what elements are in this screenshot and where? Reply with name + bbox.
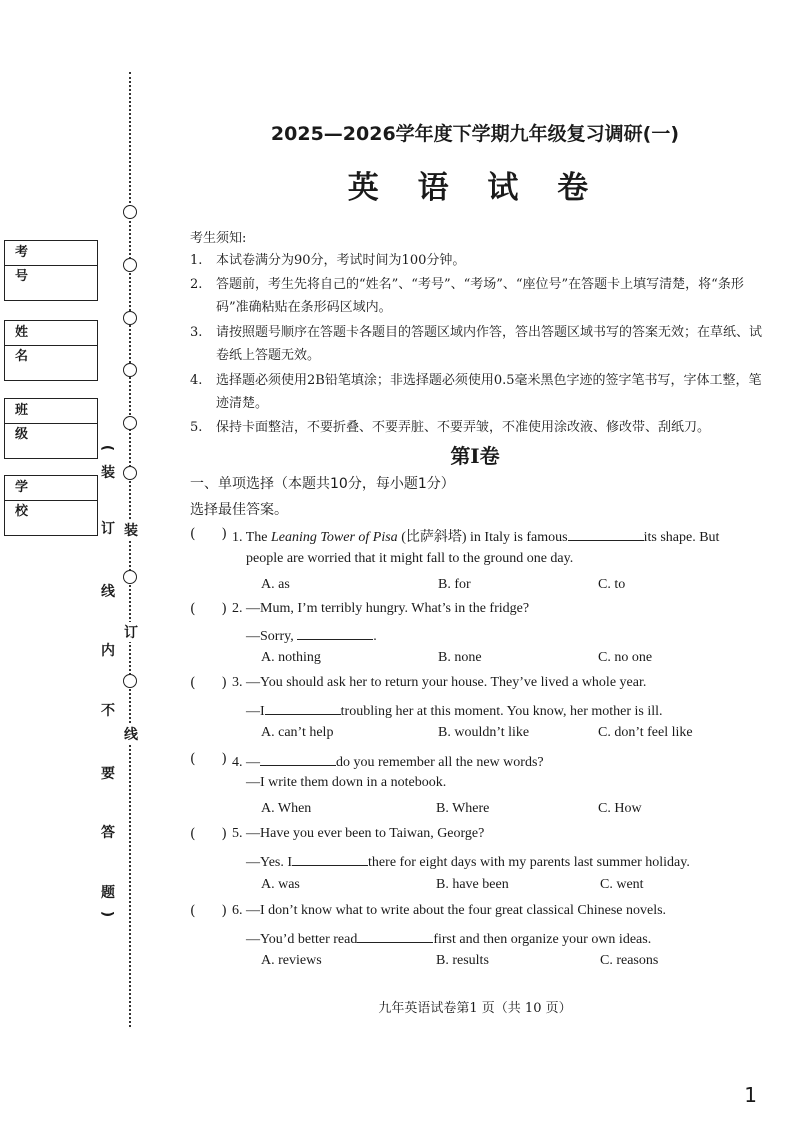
option-c: C. reasons [600,953,659,968]
option-c: C. How [598,801,642,816]
class-label: 班 级 [5,399,97,424]
notice-item [190,416,765,439]
question-1-line-2 [246,551,573,567]
option-b: B. results [436,953,489,968]
q5-line2-post: there for eight days with my parents last summer holiday. [368,855,690,870]
notice-item-text: 请按照题号顺序在答题卡各题目的答题区域内作答，答出答题区域书写的答案无效；在草纸、试卷纸上答题无效。 [216,325,763,363]
name-label: 姓 名 [5,321,97,346]
binding-warning-char: 要 [101,766,115,782]
answer-blank [297,625,373,640]
binding-warning-char: 线 [101,584,115,600]
option-a: A. was [261,877,300,892]
question-4-line-2 [246,775,446,791]
q3-line2-post: troubling her at this moment. You know, her mother is ill. [340,704,663,719]
binding-inner-char: 装 [124,520,138,540]
question-4-line-1 [232,751,544,771]
notice-item [190,321,765,367]
option-a: A. reviews [261,953,322,968]
q6-line1-text: 6. —I don’t know what to write about the four great classical Chinese novels. [232,903,667,918]
notice-item-number: 5. [190,420,203,435]
answer-bracket[interactable] [190,526,227,542]
question-3-line-1 [232,675,646,691]
section-instruction: 选择最佳答案。 [190,502,288,518]
bracket-close: ) [221,526,227,542]
bracket-close: ) [221,751,227,767]
q2-line2-post: . [373,629,377,644]
school-box [4,475,98,536]
q6-line2-pre: —You’d better read [246,932,358,947]
bracket-close: ) [221,675,227,691]
q1-italic-term: Leaning Tower of Pisa [271,530,398,545]
option-c: C. to [598,577,626,592]
binding-warning-char: ) [99,910,116,918]
binding-circle [123,205,137,219]
option-c: C. went [600,877,644,892]
option-a: A. nothing [261,650,321,665]
q1-line2-text: people are worried that it might fall to the ground one day. [246,551,574,566]
notice-item-number: 4. [190,373,203,388]
exam-number-label: 考 号 [5,241,97,266]
binding-warning-char: 订 [101,521,115,537]
binding-circle [123,416,137,430]
binding-circle [123,311,137,325]
answer-blank [568,526,644,541]
q1-text-post: its shape. But [643,530,720,545]
notice-item-number: 2. [190,277,203,292]
notice-item [190,249,765,272]
option-c: C. no one [598,650,653,665]
bracket-open: ( [190,826,196,842]
answer-bracket[interactable] [190,675,227,691]
question-6-line-1 [232,903,666,919]
bracket-open: ( [190,675,196,691]
bracket-close: ) [221,601,227,617]
bracket-open: ( [190,903,196,919]
answer-blank [357,928,433,943]
question-6-line-2 [246,928,651,948]
option-a: A. as [261,577,290,592]
q4-line1-pre: 4. — [232,755,260,770]
binding-warning-char: ( [99,444,116,452]
notice-item-text: 选择题必须使用2B铅笔填涂；非选择题必须使用0.5毫米黑色字迹的签字笔书写，字体工整，笔迹清楚。 [216,373,762,411]
bracket-close: ) [221,826,227,842]
answer-blank [265,700,341,715]
option-c: C. don’t feel like [598,725,693,740]
binding-circle [123,674,137,688]
q2-line2-pre: —Sorry, [246,629,298,644]
option-a: A. When [261,801,312,816]
notice-heading: 考生须知: [190,231,247,246]
binding-circle [123,466,137,480]
binding-warning-char: 不 [101,703,115,719]
q1-text-mid: (比萨斜塔) in Italy is famous [397,530,568,545]
notice-item-text: 答题前，考生先将自己的“姓名”、“考号”、“考场”、“座位号”在答题卡上填写清楚，将“条形码”准确粘贴在条形码区域内。 [216,277,744,315]
answer-bracket[interactable] [190,903,227,919]
option-a: A. can’t help [261,725,334,740]
question-5-line-2 [246,851,690,871]
q4-line1-post: do you remember all the new words? [336,755,544,770]
name-box [4,320,98,381]
class-box [4,398,98,459]
binding-warning-char: 装 [101,465,115,481]
answer-blank [292,851,368,866]
notice-item [190,273,765,319]
page-number: 1 [744,1083,757,1107]
option-b: B. none [438,650,482,665]
notice-item-number: 1. [190,253,203,268]
subject-title: 英 语 试 卷 [347,170,603,206]
q4-line2-text: —I write them down in a notebook. [246,775,447,790]
option-b: B. wouldn’t like [438,725,530,740]
exam-title: 2025—2026学年度下学期九年级复习调研(一) [270,123,680,145]
q3-line1-text: 3. —You should ask her to return your house. They’ve lived a whole year. [232,675,647,690]
q2-line1-text: 2. —Mum, I’m terribly hungry. What’s in the fridge? [232,601,530,616]
notice-item-text: 保持卡面整洁，不要折叠、不要弄脏、不要弄皱，不准使用涂改液、修改带、刮纸刀。 [216,420,711,435]
section-title: 一、单项选择（本题共10分，每小题1分） [190,476,455,492]
answer-bracket[interactable] [190,601,227,617]
q5-line2-pre: —Yes. I [246,855,293,870]
question-5-line-1 [232,826,484,842]
answer-bracket[interactable] [190,751,227,767]
option-b: B. have been [436,877,509,892]
binding-warning-char: 答 [101,825,115,841]
binding-inner-char: 线 [124,724,138,744]
question-3-line-2 [246,700,663,720]
question-1-line-1 [232,526,719,546]
notice-item-text: 本试卷满分为90分，考试时间为100分钟。 [216,253,466,268]
q5-line1-text: 5. —Have you ever been to Taiwan, George? [232,826,485,841]
q1-text-pre: 1. The [232,530,272,545]
binding-circle [123,258,137,272]
answer-blank [260,751,336,766]
bracket-open: ( [190,751,196,767]
binding-warning-char: 题 [101,885,115,901]
question-2-line-1 [232,601,529,617]
option-b: B. for [438,577,471,592]
bracket-close: ) [221,903,227,919]
binding-circle [123,363,137,377]
question-2-line-2 [246,625,377,645]
notice-item [190,369,765,415]
part-title: 第I卷 [450,444,500,468]
binding-warning-char: 内 [101,643,115,659]
notice-item-number: 3. [190,325,203,340]
binding-inner-char: 订 [124,622,138,642]
page-footer: 九年英语试卷第1 页（共 10 页） [378,1001,572,1016]
binding-circle [123,570,137,584]
option-b: B. Where [436,801,490,816]
q6-line2-post: first and then organize your own ideas. [433,932,652,947]
school-label: 学 校 [5,476,97,501]
q3-line2-pre: —I [246,704,265,719]
answer-bracket[interactable] [190,826,227,842]
bracket-open: ( [190,526,196,542]
exam-number-box [4,240,98,301]
bracket-open: ( [190,601,196,617]
